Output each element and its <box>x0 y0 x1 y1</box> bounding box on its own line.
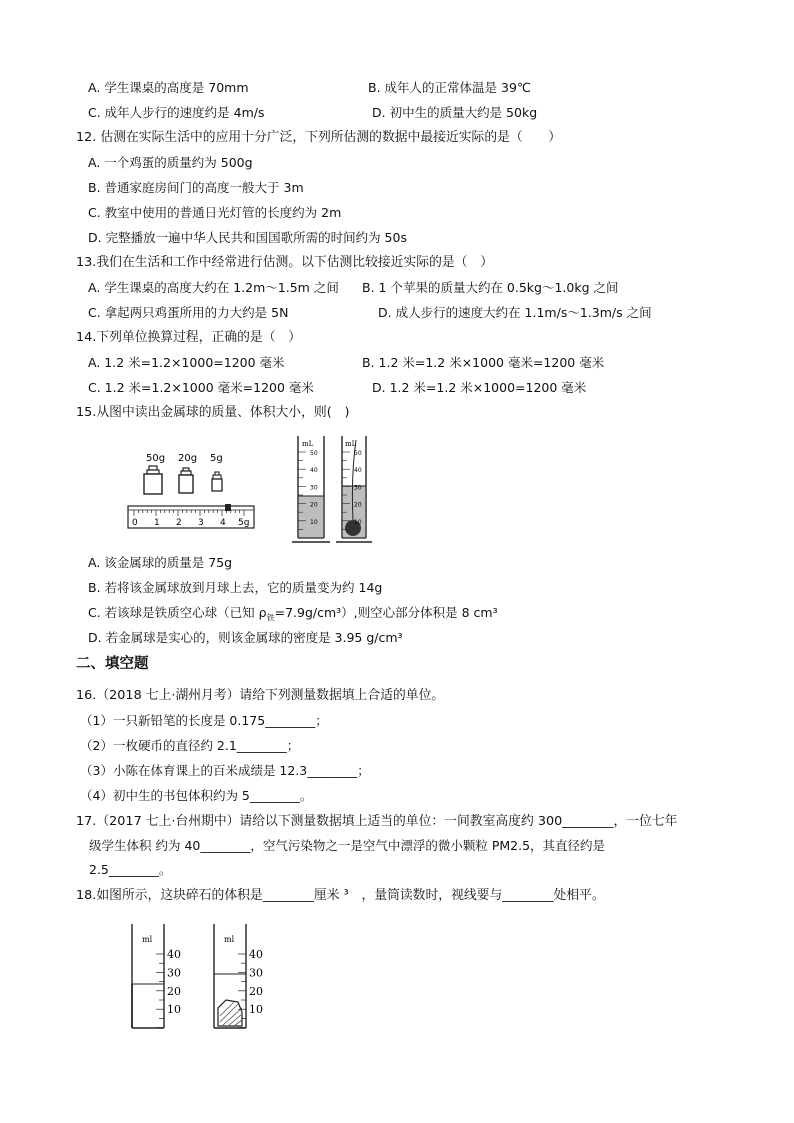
cylinder-tick-label: 50 <box>310 450 318 457</box>
q15-option-c <box>88 605 498 627</box>
q14-stem: 14.下列单位换算过程，正确的是（ ） <box>76 330 302 345</box>
cylinder-tick-label: 30 <box>354 484 362 492</box>
q17-line-2: 级学生体积 约为 40________，空气污染物之一是空气中漂浮的微小颗粒 PM2.5，其直径约是 <box>89 838 606 853</box>
q12-option-a: A. 一个鸡蛋的质量约为 500g <box>88 155 253 170</box>
scale-rider-icon <box>225 504 231 511</box>
q12-stem: 12. 估测在实际生活中的应用十分广泛，下列所估测的数据中最接近实际的是（ ） <box>76 130 562 145</box>
measuring-cylinders-figure <box>290 428 374 550</box>
q15-option-b: B. 若将该金属球放到月球上去，它的质量变为约 14g <box>88 580 383 595</box>
weight-label-50g: 50g <box>146 453 166 464</box>
q17-line-3: 2.5________。 <box>89 862 172 877</box>
q18-cylinder-tick-label: 30 <box>167 966 181 980</box>
q18-cylinder-right-unit: ml <box>224 935 235 944</box>
cylinder-tick-label: 10 <box>310 518 318 526</box>
q12-option-c: C. 教室中使用的普通日光灯管的长度约为 2m <box>88 205 342 220</box>
q18-cylinder-tick-label: 20 <box>249 984 263 998</box>
weight-50g-icon <box>144 466 162 494</box>
q13-option-d: D. 成人步行的速度大约在 1.1m/s～1.3m/s 之间 <box>378 305 652 320</box>
q15-option-c-post: =7.9g/cm³）,则空心部分体积是 8 cm³ <box>274 605 498 620</box>
q13-option-a: A. 学生课桌的高度大约在 1.2m～1.5m 之间 <box>88 280 339 295</box>
scale-tick-label-5: 5g <box>238 518 250 528</box>
scale-tick-label-1: 1 <box>154 518 160 528</box>
q11-option-b: B. 成年人的正常体温是 39℃ <box>368 80 531 95</box>
cylinder-tick-label: 40 <box>354 467 362 475</box>
q12-option-b: B. 普通家庭房间门的高度一般大于 3m <box>88 180 304 195</box>
section-title-fill-in: 二、填空题 <box>76 656 149 672</box>
weight-label-20g: 20g <box>178 453 198 464</box>
scale-tick-label-2: 2 <box>176 518 182 528</box>
q17-line-1: 17.（2017 七上·台州期中）请给以下测量数据填上适当的单位：一间教室高度约 300________，一位七年 <box>76 814 678 829</box>
q14-option-d: D. 1.2 米=1.2 米×1000=1200 毫米 <box>372 380 587 395</box>
cylinder-tick-label: 40 <box>310 467 318 475</box>
cylinder-left-unit: mL <box>302 440 314 448</box>
q18-cylinder-tick-label: 30 <box>249 966 263 980</box>
q18-cylinder-tick-label: 10 <box>249 1003 263 1017</box>
cylinder-tick-label: 10 <box>354 518 362 526</box>
q16-sub-3: （3）小陈在体育课上的百米成绩是 12.3________； <box>80 763 370 778</box>
balance-scale-ruler <box>128 506 254 528</box>
q14-option-c: C. 1.2 米=1.2×1000 毫米=1200 毫米 <box>88 380 314 395</box>
q11-option-a: A. 学生课桌的高度是 70mm <box>88 80 249 95</box>
weight-label-5g: 5g <box>210 453 223 464</box>
q18-cylinder-tick-label: 40 <box>249 948 263 961</box>
q13-stem: 13.我们在生活和工作中经常进行估测。以下估测比较接近实际的是（ ） <box>76 255 494 270</box>
q15-stem: 15.从图中读出金属球的质量、体积大小，则( ) <box>76 405 350 420</box>
cylinder-tick-label: 20 <box>354 501 362 509</box>
cylinder-right-unit: mL <box>345 440 357 448</box>
q18-stem: 18.如图所示，这块碎石的体积是________厘米 ³ ，量筒读数时，视线要与________处相平。 <box>76 888 605 903</box>
weight-20g-icon <box>179 468 193 493</box>
q18-cylinder-tick-label: 20 <box>167 984 181 998</box>
q15-option-d: D. 若金属球是实心的，则该金属球的密度是 3.95 g/cm³ <box>88 630 403 645</box>
cylinder-tick-label: 30 <box>310 484 318 492</box>
q15-option-a: A. 该金属球的质量是 75g <box>88 555 233 570</box>
q18-cylinder-tick-label: 40 <box>167 948 181 961</box>
q15-option-c-pre: C. 若该球是铁质空心球（已知 ρ <box>88 605 267 620</box>
rock-icon <box>218 1000 242 1026</box>
q16-sub-1: （1）一只新铅笔的长度是 0.175________； <box>80 713 328 728</box>
balance-weights-figure <box>126 448 256 530</box>
q14-option-b: B. 1.2 米=1.2 米×1000 毫米=1200 毫米 <box>362 355 605 370</box>
cylinder-tick-label: 50 <box>354 450 362 457</box>
scale-tick-label-3: 3 <box>198 518 204 528</box>
q13-option-b: B. 1 个苹果的质量大约在 0.5kg～1.0kg 之间 <box>362 280 619 295</box>
q14-option-a: A. 1.2 米=1.2×1000=1200 毫米 <box>88 355 285 370</box>
q16-sub-4: （4）初中生的书包体积约为 5________。 <box>80 788 313 803</box>
scale-tick-label-4: 4 <box>220 518 226 528</box>
q13-option-c: C. 拿起两只鸡蛋所用的力大约是 5N <box>88 305 289 320</box>
cylinder-tick-label: 20 <box>310 501 318 509</box>
q11-option-c: C. 成年人步行的速度约是 4m/s <box>88 105 265 120</box>
q18-cylinders-figure <box>126 922 276 1032</box>
q12-option-d: D. 完整播放一遍中华人民共和国国歌所需的时间约为 50s <box>88 230 407 245</box>
scale-tick-label-0: 0 <box>132 518 138 528</box>
q18-cylinder-left-unit: ml <box>142 935 153 944</box>
q15-option-c-sub: 铁 <box>266 613 275 623</box>
q18-cylinder-tick-label: 10 <box>167 1003 181 1017</box>
q16-stem: 16.（2018 七上·湖州月考）请给下列测量数据填上合适的单位。 <box>76 688 445 703</box>
q16-sub-2: （2）一枚硬币的直径约 2.1________； <box>80 738 300 753</box>
q11-option-d: D. 初中生的质量大约是 50kg <box>372 105 538 120</box>
weight-5g-icon <box>212 472 222 491</box>
